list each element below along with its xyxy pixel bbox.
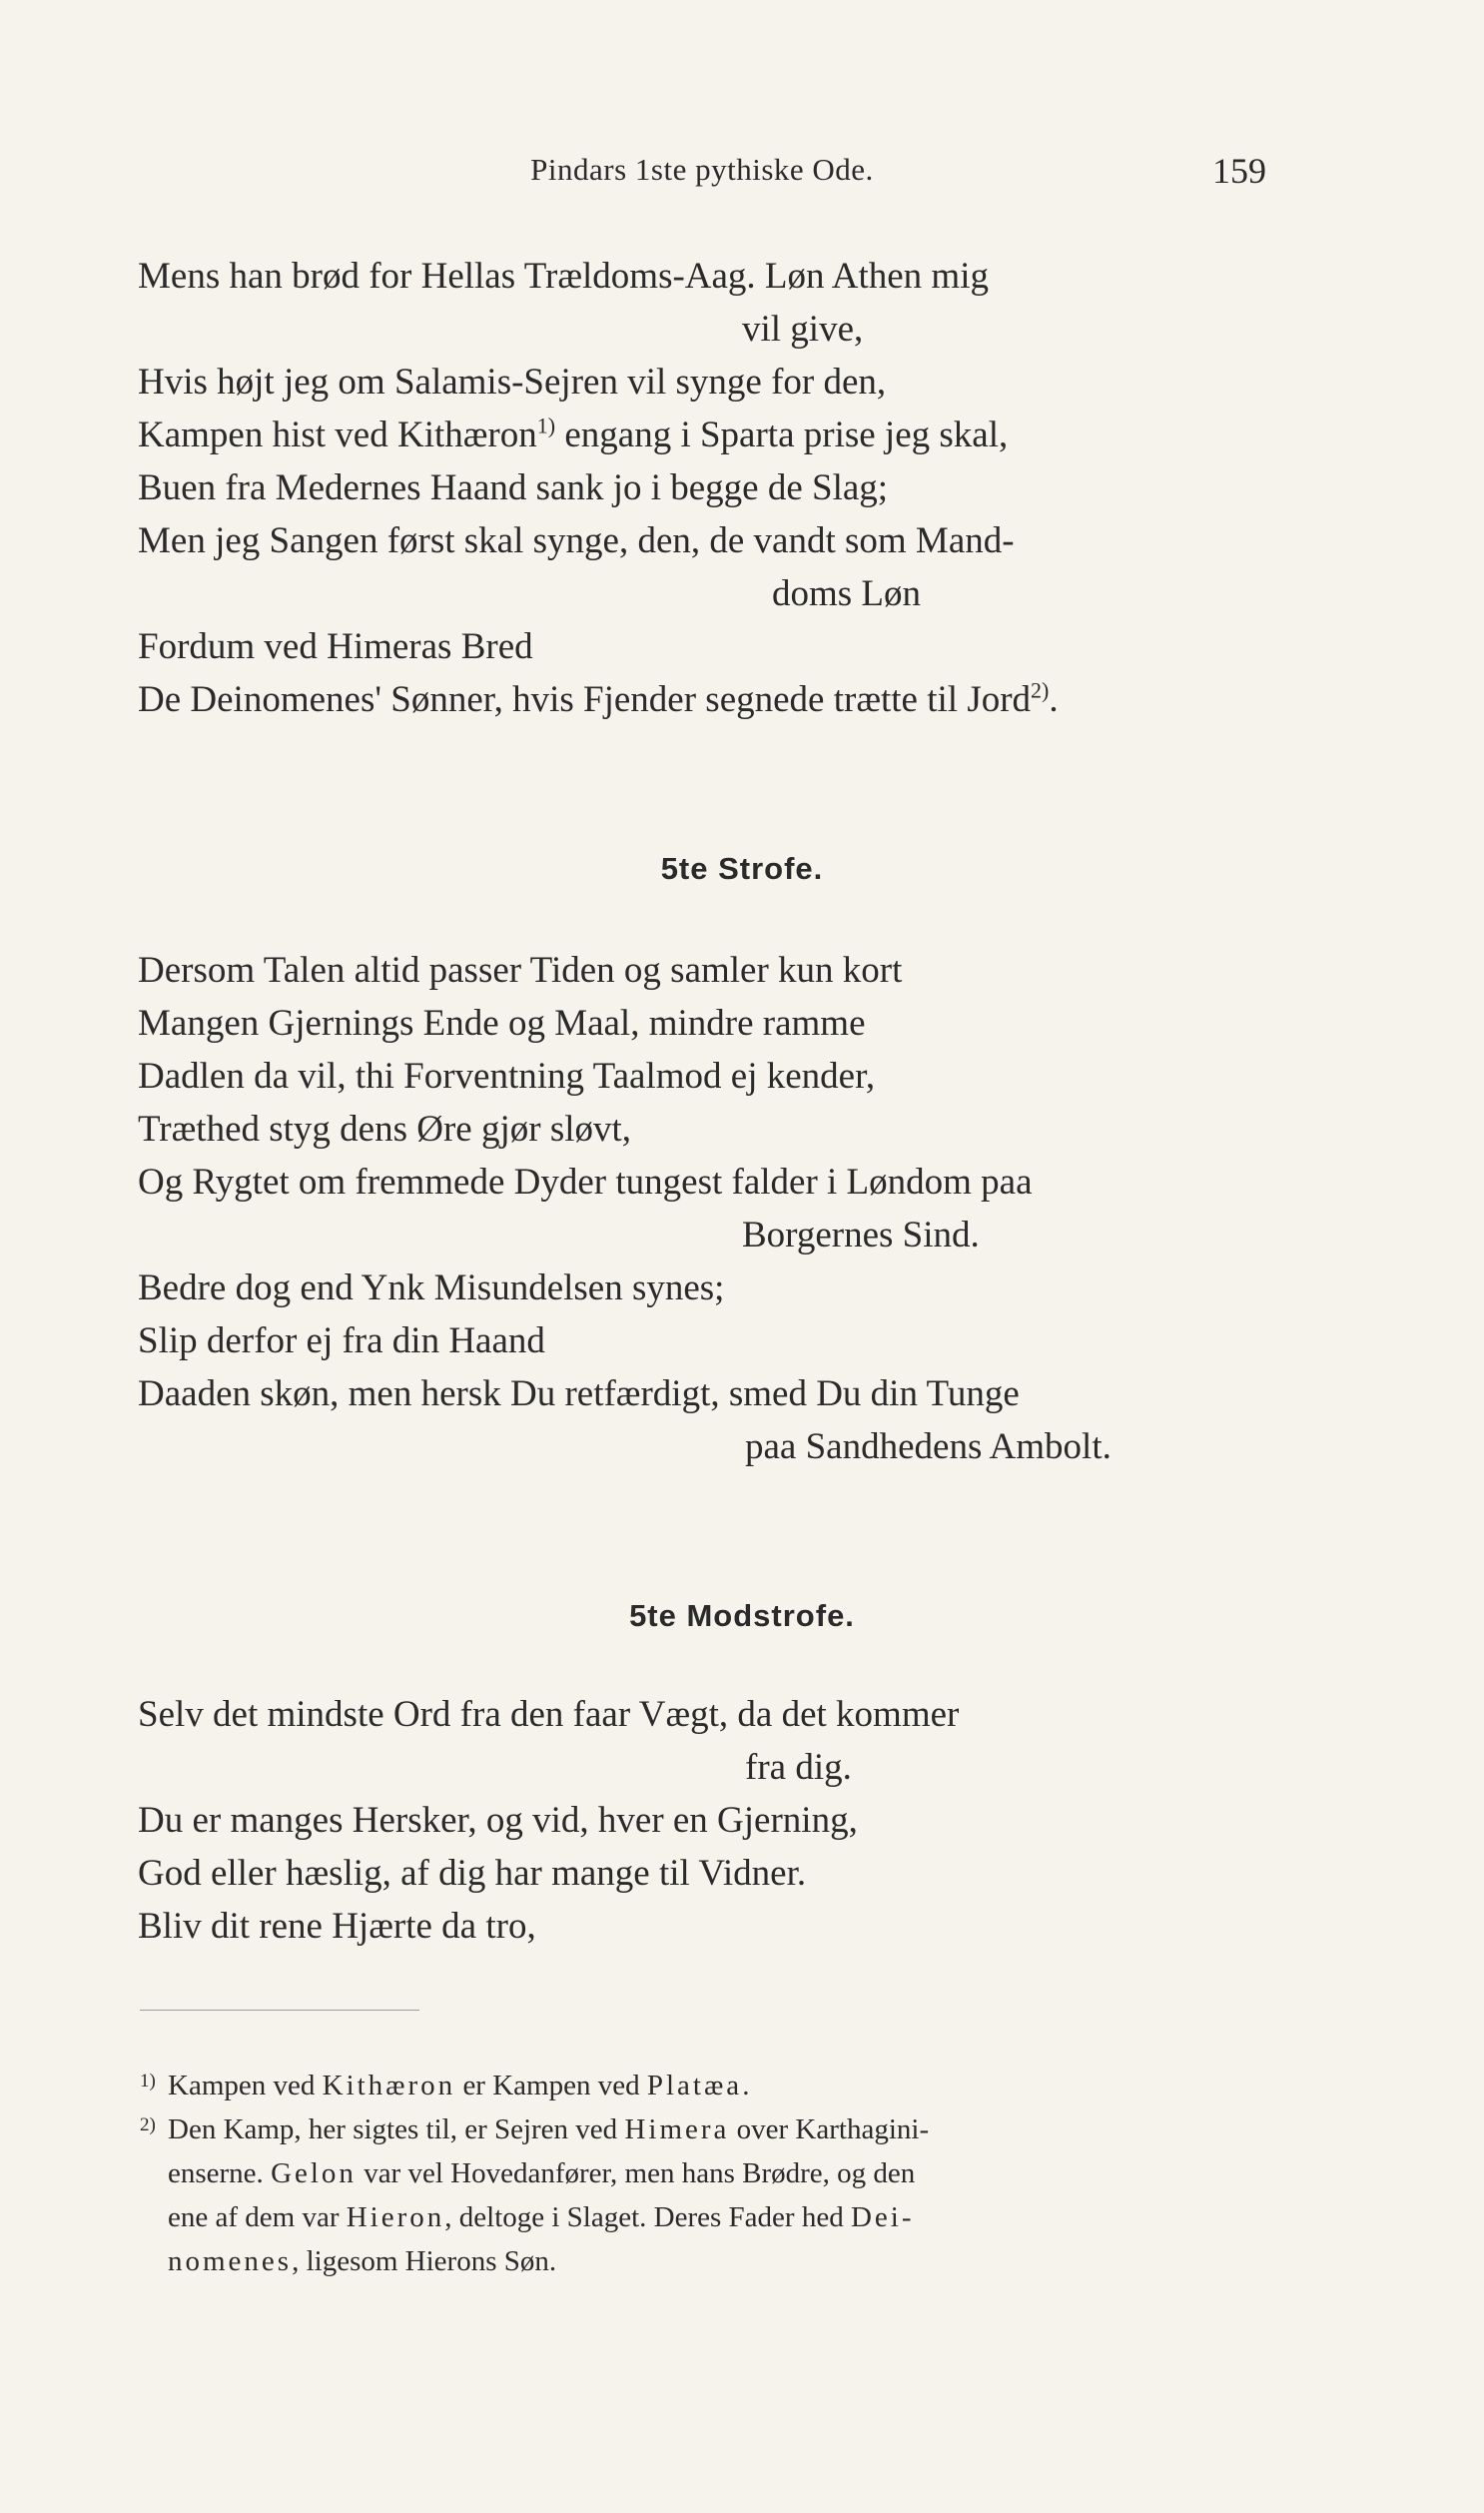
verse-text: . <box>1049 679 1059 720</box>
footnote-text: enserne. <box>168 2157 272 2189</box>
page-header <box>138 152 1266 202</box>
verse-line <box>138 673 1266 726</box>
footnote-text: Kampen ved <box>168 2070 323 2101</box>
verse-line: Mens han brød for Hellas Trældoms-Aag. Løn Athen mig <box>138 256 989 297</box>
verse-line: God eller hæslig, af dig har mange til Vidner. <box>138 1853 807 1894</box>
footnote-text: ene af dem var <box>168 2201 347 2233</box>
section-heading-strofe: 5te Strofe. <box>660 851 824 886</box>
footnote-text: Den Kamp, her sigtes til, er Sejren ved <box>168 2113 625 2145</box>
footnote-text: . <box>742 2070 750 2101</box>
footnote-rule <box>140 2010 419 2011</box>
verse-line: Fordum ved Himeras Bred <box>138 626 533 667</box>
footnote-text: var vel Hovedanfører, men hans Brødre, og den <box>356 2157 916 2189</box>
footnote-ref: 2) <box>1031 677 1050 703</box>
verse-line: Hvis højt jeg om Salamis-Sejren vil synge for den, <box>138 362 887 403</box>
footnote-name: Platæa <box>646 2070 743 2101</box>
footnote-name: nomenes <box>168 2245 293 2277</box>
footnotes <box>140 2064 1268 2283</box>
footnote-name: Himera <box>624 2113 730 2145</box>
verse-line: Og Rygtet om fremmede Dyder tungest falder i Løndom paa <box>138 1162 1033 1203</box>
verse-line: Bliv dit rene Hjærte da tro, <box>138 1906 536 1947</box>
verse-line: Mangen Gjernings Ende og Maal, mindre ramme <box>138 1003 866 1044</box>
section-heading-modstrofe: 5te Modstrofe. <box>629 1598 855 1633</box>
footnote-text: , ligesom Hierons Søn. <box>292 2245 557 2277</box>
modstrofe-block <box>138 1688 1266 1953</box>
footnote-name: Kithæron <box>322 2070 456 2101</box>
footnote-2-line <box>140 2195 1268 2239</box>
verse-line: Slip derfor ej fra din Haand <box>138 1320 545 1361</box>
footnote-text: er Kampen ved <box>455 2070 647 2101</box>
verse-line <box>138 409 1266 461</box>
footnote-text: over Karthagini- <box>729 2113 930 2145</box>
footnote-text: , deltoge i Slaget. Deres Fader hed <box>444 2201 851 2233</box>
footnote-ref: 1) <box>536 413 556 438</box>
verse-line-continuation: paa Sandhedens Ambolt. <box>745 1426 1112 1467</box>
footnote-mark: 1) <box>140 2071 156 2092</box>
verse-text: De Deinomenes' Sønner, hvis Fjender segnede trætte til Jord <box>138 679 1032 720</box>
stanza-block <box>138 250 1266 726</box>
verse-line-continuation: doms Løn <box>772 573 922 614</box>
verse-text: engang i Sparta prise jeg skal, <box>555 415 1009 455</box>
verse-line: Bedre dog end Ynk Misundelsen synes; <box>138 1267 725 1308</box>
verse-line-continuation: fra dig. <box>745 1747 852 1788</box>
footnote-2-line <box>140 2151 1268 2195</box>
footnote-2 <box>140 2107 1268 2151</box>
page-number: 159 <box>1212 151 1266 191</box>
verse-line: Dersom Talen altid passer Tiden og samler kun kort <box>138 950 903 991</box>
verse-line-continuation: vil give, <box>742 309 864 350</box>
strofe-block <box>138 944 1266 1473</box>
footnote-mark: 2) <box>140 2114 156 2135</box>
verse-line: Træthed styg dens Øre gjør sløvt, <box>138 1109 632 1150</box>
verse-line: Dadlen da vil, thi Forventning Taalmod ej kender, <box>138 1056 876 1097</box>
footnote-2-line <box>140 2239 1268 2283</box>
running-head: Pindars 1ste pythiske Ode. <box>530 152 874 187</box>
verse-text: Kampen hist ved Kithæron <box>138 415 537 455</box>
verse-line: Daaden skøn, men hersk Du retfærdigt, smed Du din Tunge <box>138 1373 1020 1414</box>
footnote-name: Hieron <box>346 2201 445 2233</box>
footnote-1 <box>140 2064 1268 2107</box>
verse-line: Buen fra Medernes Haand sank jo i begge de Slag; <box>138 467 889 508</box>
verse-line: Du er manges Hersker, og vid, hver en Gjerning, <box>138 1800 858 1841</box>
verse-line: Men jeg Sangen først skal synge, den, de vandt som Mand- <box>138 520 1015 561</box>
verse-line: Selv det mindste Ord fra den faar Vægt, da det kommer <box>138 1694 960 1735</box>
footnote-name: Dei- <box>850 2201 915 2233</box>
footnote-name: Gelon <box>271 2157 357 2189</box>
verse-line-continuation: Borgernes Sind. <box>742 1215 980 1256</box>
